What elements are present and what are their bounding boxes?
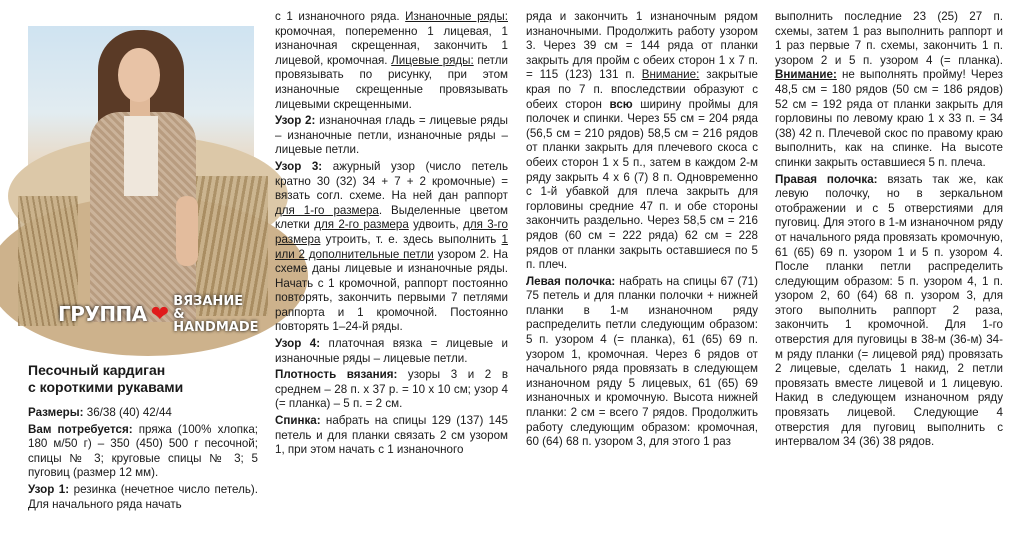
- pattern1-value: резинка (нечетное число петель). Для начального ряда начать: [28, 482, 258, 511]
- logo-knit-text: [173, 295, 258, 334]
- model-face: [118, 48, 160, 102]
- left-front-continued: [775, 10, 1003, 171]
- heart-icon: ❤: [150, 301, 170, 327]
- pattern4-label: Узор 4:: [275, 337, 321, 351]
- text: удвоить,: [413, 218, 459, 232]
- pattern4-value: платочная вязка = лицевые и изнаночные ряды – лицевые петли.: [275, 337, 508, 365]
- pattern3-paragraph: [275, 160, 508, 335]
- text: . Выделенные цветом клетки: [275, 203, 508, 232]
- pattern1-label: Узор 1:: [28, 482, 70, 496]
- logo-knit: ВЯЗАНИЕ: [173, 293, 244, 309]
- sizes-paragraph: [28, 406, 258, 421]
- column-1: [28, 362, 258, 514]
- cardigan-photo: [28, 26, 259, 335]
- gauge-value: узоры 3 и 2 в среднем – 28 п. х 37 р. = 10 х 10 см; узор 4 (= планка) – 5 п. = 2 см.: [275, 368, 508, 411]
- pattern2-value: изнаночная гладь = лицевые ряды – изнаночные петли, изнаночные ряды – лицевые петли.: [275, 114, 508, 157]
- column-2: [275, 10, 508, 460]
- logo-group-text: ГРУППА: [58, 302, 147, 326]
- materials-label: Вам потребуется:: [28, 422, 133, 436]
- left-front-label: Левая полочка:: [526, 274, 616, 288]
- logo-handmade: & HANDMADE: [173, 306, 259, 335]
- left-front-value: набрать на спицы 67 (71) 75 петель и для планки полочки + нижней планки в 1-м изнаночном ряду распределить петли следующим образом: 5 п. узором 4 (= планка), 61 (65) 69 п. узором 1, кромочная. Через 6 рядов от начального ряда провязать в следующем изнаночном ряду 5 лицевых, 61 (65) 69 изнаночных и кромочную. Высота нижней планки: 2 см = всего 7 рядов. Продолжить работу следующим образом: кромочная, 60 (64) 68 п. узором 3, для этого 1 раз: [526, 274, 758, 449]
- text: ряда и закончить 1 изнаночным рядом изнаночными. Продолжить работу узором 3. Через 39 см = 144 ряда от планки закрыть для пройм с обеих сторон 1 х 7 п. = 115 (123) 131 п.: [526, 10, 758, 82]
- model-arm: [176, 196, 198, 266]
- right-front-paragraph: [775, 173, 1003, 450]
- text: узором 2. На схеме даны лицевые и изнаночные ряды. Начать с 1 кромочной, раппорт постоянно повторять, закончить первыми 7 петлями раппорта и 1 кромочной. Постоянно повторять 1–24-й ряды.: [275, 247, 508, 334]
- pattern2-paragraph: [275, 114, 508, 158]
- text: кромочная, попеременно 1 лицевая, 1 изнаночная скрещенная, закончить 1 лицевой, кромочная.: [275, 24, 508, 67]
- back-continued: [526, 10, 758, 273]
- pattern3-label: Узор 3:: [275, 159, 323, 173]
- pattern1-continued: [275, 10, 508, 112]
- attention-label: Внимание:: [641, 68, 700, 82]
- pattern4-paragraph: [275, 337, 508, 366]
- text: петли провязывать по рисунку, при этом изнаночные скрещенные провязывать лицевыми скрещенными.: [275, 53, 508, 111]
- materials-paragraph: [28, 423, 258, 481]
- column-4: [775, 10, 1003, 452]
- purl-rows-label: Изнаночные ряды:: [405, 10, 508, 23]
- text: ажурный узор (число петель кратно 30 (32) 34 + 7 + 2 кромочные) = вязать согл. схеме. На ней дан раппорт: [275, 159, 508, 203]
- back-label: Спинка:: [275, 414, 321, 428]
- size3-label: для 3-го размера: [275, 218, 508, 246]
- article-title: Песочный кардиган с короткими рукавами: [28, 362, 184, 395]
- left-front-paragraph: [526, 275, 758, 450]
- text: не выполнять пройму! Через 48,5 см = 180 рядов (50 см = 186 рядов) 52 см = 192 ряда от планки закрыть для горловины по левому краю 1 х 33 п. = 34 (38) 42 п. Плечевой скос по правому краю выполнить, как на спинке. На высоте спинки закрыть оставшиеся 5 п. плеча.: [775, 68, 1003, 169]
- model-top: [124, 116, 158, 196]
- back-value: набрать на спицы 129 (137) 145 петель и для планки связать 2 см узором 1, при этом начать с 1 изнаночного: [275, 414, 508, 457]
- text: выполнить последние 23 (25) 27 п. схемы, затем 1 раз выполнить раппорт и 1 раз первые 7 п. схемы, закончить 1 п. узором 2 и 5 п. узором 4 (= планка).: [775, 10, 1003, 67]
- column-3: [526, 10, 758, 452]
- materials-value: пряжа (100% хлопка; 180 м/50 г) – 350 (450) 500 г песочной; спицы № 3; круговые спицы № 3; 5 пуговиц (размер 12 мм).: [28, 422, 258, 480]
- sizes-value: 36/38 (40) 42/44: [86, 406, 172, 419]
- pattern1-paragraph: [28, 483, 258, 512]
- text: утроить, т. е. здесь выполнить: [325, 232, 497, 246]
- text: ширину проймы для полочек и спинки. Через 55 см = 204 ряда (56,5 см = 210 рядов) 58,5 см = 216 рядов от планки закрыть для плечевого скоса с обеих сторон 1 х 5 п., затем в каждом 2-м ряду закрыть 4 х 6 (7) 8 п. Одновременно с 1-й убавкой для плеча закрыть для горловины средние 47 п. и обе стороны закончить раздельно. Через 58,5 см = 216 рядов (60 см = 222 ряда) 62 см = 228 рядов от планки закрыть оставшиеся по 5 п. плеч.: [526, 97, 758, 272]
- pattern2-label: Узор 2:: [275, 114, 316, 128]
- gauge-label: Плотность вязания:: [275, 368, 398, 382]
- extra-stitches-label: 1 или 2 дополнительные петли: [275, 232, 508, 261]
- gauge-paragraph: [275, 368, 508, 412]
- group-logo: [58, 293, 259, 335]
- sizes-label: Размеры:: [28, 406, 84, 419]
- size1-label: для 1-го размера: [275, 203, 379, 217]
- emphasis: всю: [609, 97, 633, 111]
- text: с 1 изнаночного ряда.: [275, 10, 400, 23]
- size2-label: для 2-го размера: [314, 218, 409, 232]
- back-paragraph: [275, 414, 508, 458]
- knit-rows-label: Лицевые ряды:: [391, 53, 474, 67]
- right-front-value: вязать так же, как левую полочку, но в зеркальном отображении и с 5 отверстиями для пуговиц. Для этого в 1-м изнаночном ряду от начального ряда провязать кромочную, 61 (65) 69 п. узором 1 и 5 п. узором 4. После планки петли распределить следующим образом: 5 п. узором 4, 1 п. узором 2, 60 (64) 68 п. узором 3, для этого выполнить раппорт 2 раза, закончить 1 кромочной. Для 1-го отверстия для пуговицы в 38-м (36-м) 34-м ряду планки (= лицевой ряд) провязать 2 лицевые, сделать 1 накид, 2 петли провязать вместе лицевой и 1 лицевую. Накид в следующем изнаночном ряду провязать лицевой. Следующие 4 отверстия для пуговиц выполнить с интервалом 34 (36) 38 рядов.: [775, 172, 1003, 449]
- right-front-label: Правая полочка:: [775, 172, 878, 186]
- text: закрытые края по 7 п. впоследствии образуют с обеих сторон: [526, 68, 758, 111]
- attention-label: Внимание:: [775, 68, 837, 82]
